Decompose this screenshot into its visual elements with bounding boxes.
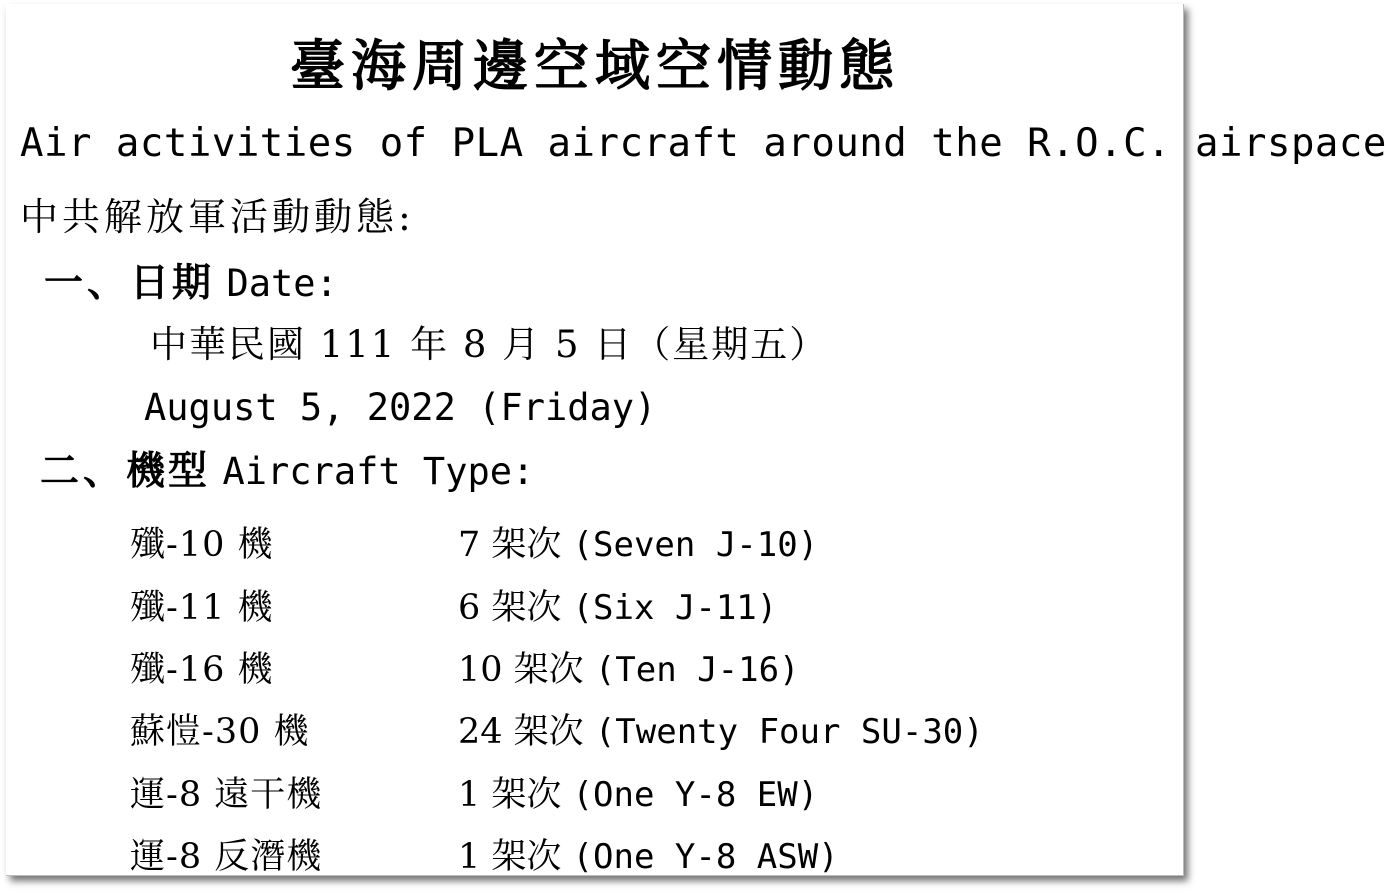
section-label-zh: 機型 [126, 448, 211, 494]
section-label-zh: 日期 [130, 260, 215, 306]
document-title: 臺海周邊空域空情動態 [289, 33, 900, 98]
aircraft-count-en: (Seven J-10) [572, 525, 819, 565]
section-number: 一、 [44, 260, 131, 306]
document-page [6, 4, 1387, 877]
section-label-en: Date: [226, 262, 338, 305]
section-label-en: Aircraft Type: [222, 450, 535, 493]
aircraft-count-en: (Twenty Four SU-30) [594, 712, 984, 752]
aircraft-count [458, 767, 818, 817]
aircraft-name: 殲-11 機 [130, 588, 274, 628]
aircraft-row [6, 517, 1184, 567]
aircraft-row [6, 704, 1184, 754]
aircraft-name: 殲-16 機 [130, 650, 274, 690]
aircraft-count-en: (Six J-11) [572, 588, 778, 628]
aircraft-count [458, 642, 800, 692]
aircraft-count-en: (Ten J-16) [594, 650, 800, 690]
subtitle-chinese: 中共解放軍活動動態: [20, 195, 415, 239]
section-date-heading [44, 260, 338, 306]
section-aircraft-heading [40, 448, 535, 494]
subtitle-english: Air activities of PLA aircraft around the R.O.C. airspace [20, 121, 1387, 166]
aircraft-name: 運-8 反潛機 [130, 837, 323, 877]
aircraft-count-en: (One Y-8 ASW) [572, 837, 839, 877]
aircraft-row [6, 767, 1184, 817]
aircraft-count [458, 829, 839, 879]
aircraft-count-zh: 24 架次 [458, 712, 584, 752]
aircraft-count-zh: 1 架次 [458, 775, 562, 815]
aircraft-name: 蘇愷-30 機 [130, 712, 310, 752]
aircraft-count-zh: 10 架次 [458, 650, 584, 690]
aircraft-count-zh: 7 架次 [458, 525, 562, 565]
aircraft-row [6, 642, 1184, 692]
section-number: 二、 [40, 448, 127, 494]
aircraft-count [458, 517, 818, 567]
aircraft-count [458, 704, 984, 754]
aircraft-count-zh: 1 架次 [458, 837, 562, 877]
aircraft-count [458, 580, 777, 630]
aircraft-row [6, 580, 1184, 630]
aircraft-row [6, 829, 1184, 879]
date-chinese: 中華民國 111 年 8 月 5 日（星期五） [150, 323, 829, 366]
aircraft-name: 殲-10 機 [130, 525, 274, 565]
aircraft-name: 運-8 遠干機 [130, 775, 323, 815]
aircraft-count-en: (One Y-8 EW) [572, 775, 819, 815]
aircraft-count-zh: 6 架次 [458, 588, 562, 628]
date-english: August 5, 2022 (Friday) [144, 386, 657, 429]
